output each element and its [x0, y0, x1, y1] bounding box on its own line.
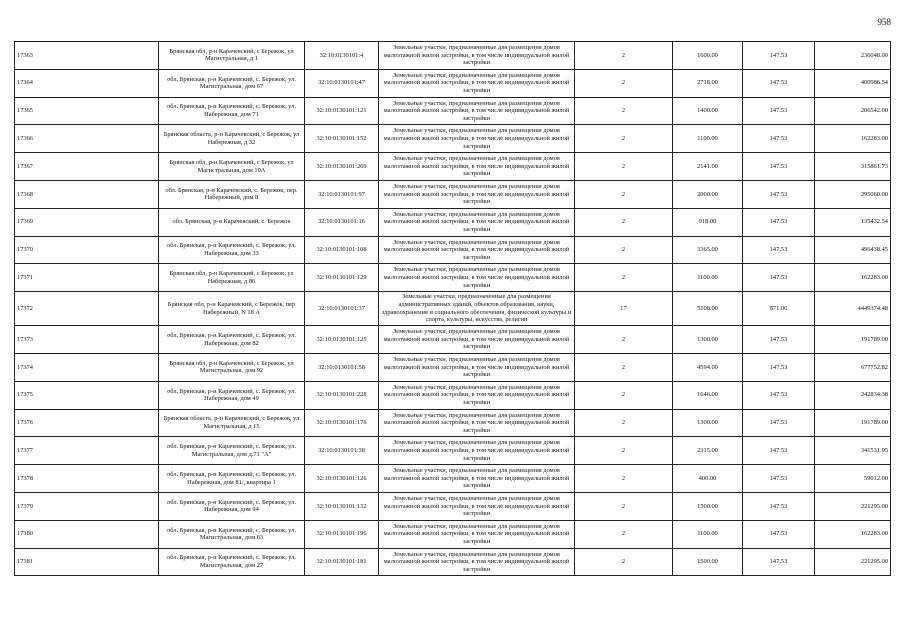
specific-value-cell: 147.53 — [743, 264, 815, 292]
cadastral-value-cell: 496438.45 — [815, 236, 891, 264]
specific-value-cell: 147.53 — [743, 97, 815, 125]
area-cell: 1500.00 — [673, 492, 743, 520]
cadastral-value-cell: 191789.00 — [815, 409, 891, 437]
table-row — [15, 236, 891, 264]
area-cell: 2315.00 — [673, 437, 743, 465]
specific-value-cell: 147.53 — [743, 326, 815, 354]
row-number: 17365 — [15, 97, 159, 125]
category-code-cell: 2 — [575, 409, 673, 437]
area-cell: 2141.00 — [673, 153, 743, 181]
permitted-use-cell: Земельные участки, предназначенные для размещения домов малоэтажной жилой застройки, в том числе индивидуальной жилой застройки — [379, 548, 575, 576]
cadastral-number-cell: 32:10:0130101:125 — [305, 326, 379, 354]
permitted-use-cell: Земельные участки, предназначенные для размещения домов малоэтажной жилой застройки, в том числе индивидуальной жилой застройки — [379, 437, 575, 465]
address-cell: обл. Брянская, р-н Карачевский, с. Бережок — [159, 208, 305, 236]
category-code-cell: 2 — [575, 69, 673, 97]
row-number: 17374 — [15, 353, 159, 381]
specific-value-cell: 147.53 — [743, 492, 815, 520]
row-number: 17363 — [15, 42, 159, 70]
table-row — [15, 208, 891, 236]
cadastral-number-cell: 32:10:0130101:47 — [305, 69, 379, 97]
cadastral-number-cell: 32:10:0130101:121 — [305, 97, 379, 125]
permitted-use-cell: Земельные участки, предназначенные для размещения домов малоэтажной жилой застройки, в том числе индивидуальной жилой застройки — [379, 492, 575, 520]
category-code-cell: 2 — [575, 264, 673, 292]
permitted-use-cell: Земельные участки, предназначенные для размещения домов малоэтажной жилой застройки, в том числе индивидуальной жилой застройки — [379, 69, 575, 97]
category-code-cell: 2 — [575, 548, 673, 576]
address-cell: Брянская обл, р-н Карачевский, с Бережок, ул Магистральная, дом 10А — [159, 153, 305, 181]
table-row — [15, 292, 891, 326]
row-number: 17378 — [15, 465, 159, 493]
area-cell: 1500.00 — [673, 548, 743, 576]
permitted-use-cell: Земельные участки, предназначенные для размещения домов малоэтажной жилой застройки, в том числе индивидуальной жилой застройки — [379, 381, 575, 409]
table-row — [15, 548, 891, 576]
cadastral-number-cell: 32:10:0130101:4 — [305, 42, 379, 70]
specific-value-cell: 147.53 — [743, 409, 815, 437]
area-cell: 1100.00 — [673, 125, 743, 153]
cadastral-value-cell: 221295.00 — [815, 548, 891, 576]
address-cell: обл. Брянская, р-н Карачевский, с. Бережок, ул. Магистральная, дом 67 — [159, 69, 305, 97]
cadastral-number-cell: 32:10:0130101:132 — [305, 492, 379, 520]
row-number: 17370 — [15, 236, 159, 264]
cadastral-number-cell: 32:10:0130101:16 — [305, 208, 379, 236]
table-row — [15, 520, 891, 548]
cadastral-value-cell: 162283.00 — [815, 125, 891, 153]
cadastral-value-cell: 315861.73 — [815, 153, 891, 181]
table-row — [15, 353, 891, 381]
cadastral-number-cell: 32:10:0130101:108 — [305, 236, 379, 264]
category-code-cell: 2 — [575, 381, 673, 409]
cadastral-number-cell: 32:10:0130101:126 — [305, 465, 379, 493]
permitted-use-cell: Земельные участки, предназначенные для размещения домов малоэтажной жилой застройки, в том числе индивидуальной жилой застройки — [379, 153, 575, 181]
row-number: 17369 — [15, 208, 159, 236]
specific-value-cell: 147.53 — [743, 437, 815, 465]
cadastral-value-cell: 242834.38 — [815, 381, 891, 409]
cadastral-value-cell: 59012.00 — [815, 465, 891, 493]
table-row — [15, 409, 891, 437]
specific-value-cell: 147.53 — [743, 353, 815, 381]
area-cell: 1400.00 — [673, 97, 743, 125]
category-code-cell: 2 — [575, 465, 673, 493]
cadastral-number-cell: 32:10:0130101:176 — [305, 409, 379, 437]
area-cell: 4594.00 — [673, 353, 743, 381]
table-row — [15, 326, 891, 354]
table-row — [15, 381, 891, 409]
page-number: 958 — [877, 17, 891, 27]
permitted-use-cell: Земельные участки, предназначенные для размещения домов малоэтажной жилой застройки, в том числе индивидуальной жилой застройки — [379, 465, 575, 493]
specific-value-cell: 147.53 — [743, 42, 815, 70]
cadastral-number-cell: 32:10:0130101:37 — [305, 292, 379, 326]
row-number: 17368 — [15, 180, 159, 208]
table-row — [15, 465, 891, 493]
area-cell: 5108.00 — [673, 292, 743, 326]
cadastral-value-cell: 206542.00 — [815, 97, 891, 125]
specific-value-cell: 147.53 — [743, 153, 815, 181]
category-code-cell: 2 — [575, 125, 673, 153]
row-number: 17376 — [15, 409, 159, 437]
area-cell: 3365.00 — [673, 236, 743, 264]
category-code-cell: 2 — [575, 437, 673, 465]
area-cell: 1100.00 — [673, 520, 743, 548]
specific-value-cell: 147.53 — [743, 465, 815, 493]
specific-value-cell: 147.53 — [743, 180, 815, 208]
table-row — [15, 69, 891, 97]
address-cell: обл. Брянская, р-н Карачевский, с. Бережок, ул. Магистральная, дом 27 — [159, 548, 305, 576]
category-code-cell: 2 — [575, 326, 673, 354]
specific-value-cell: 147.53 — [743, 208, 815, 236]
cadastral-number-cell: 32:10:0130101:97 — [305, 180, 379, 208]
permitted-use-cell: Земельные участки, предназначенные для размещения домов малоэтажной жилой застройки, в том числе индивидуальной жилой застройки — [379, 236, 575, 264]
land-plot-table — [14, 41, 891, 576]
table-row — [15, 153, 891, 181]
area-cell: 1600.00 — [673, 42, 743, 70]
address-cell: обл. Брянская, р-н Карачевский, с. Бережок, ул. Набережная, дом 94 — [159, 492, 305, 520]
row-number: 17367 — [15, 153, 159, 181]
row-number: 17364 — [15, 69, 159, 97]
row-number: 17377 — [15, 437, 159, 465]
cadastral-value-cell: 677752.82 — [815, 353, 891, 381]
category-code-cell: 2 — [575, 236, 673, 264]
cadastral-value-cell: 236048.00 — [815, 42, 891, 70]
address-cell: обл. Брянская, р-н Карачевский, с. Бережок, ул. Набережная, дом 71 — [159, 97, 305, 125]
category-code-cell: 2 — [575, 520, 673, 548]
row-number: 17366 — [15, 125, 159, 153]
permitted-use-cell: Земельные участки, предназначенные для размещения административных зданий, объектов образования, науки, здравоохранения и социального обеспечения, физической культуры и спорта, культуры, искусства, религии — [379, 292, 575, 326]
cadastral-value-cell: 162283.00 — [815, 264, 891, 292]
cadastral-value-cell: 341531.95 — [815, 437, 891, 465]
cadastral-number-cell: 32:10:0130101:152 — [305, 125, 379, 153]
cadastral-value-cell: 221295.00 — [815, 492, 891, 520]
cadastral-value-cell: 135432.54 — [815, 208, 891, 236]
area-cell: 1646.00 — [673, 381, 743, 409]
address-cell: Брянская область, р-н Карачевский, с Бережок, ул Магистральная, д 15 — [159, 409, 305, 437]
cadastral-number-cell: 32:10:0130101:38 — [305, 437, 379, 465]
address-cell: обл. Брянская, р-н Карачевский, с. Бережок, ул. Набережная, дом 82 — [159, 326, 305, 354]
address-cell: обл. Брянская, р-н Карачевский, с. Бережок, ул. Магистральная, дом 63 — [159, 520, 305, 548]
area-cell: 1300.00 — [673, 326, 743, 354]
category-code-cell: 2 — [575, 180, 673, 208]
permitted-use-cell: Земельные участки, предназначенные для размещения домов малоэтажной жилой застройки, в том числе индивидуальной жилой застройки — [379, 520, 575, 548]
category-code-cell: 2 — [575, 353, 673, 381]
address-cell: обл. Брянская, р-н Карачевский, с. Бережок, ул. Набережная, дом 33 — [159, 236, 305, 264]
cadastral-value-cell: 295060.00 — [815, 180, 891, 208]
permitted-use-cell: Земельные участки, предназначенные для размещения домов малоэтажной жилой застройки, в том числе индивидуальной жилой застройки — [379, 353, 575, 381]
table-row — [15, 180, 891, 208]
address-cell: Брянская обл, р-н Карачевский, с Бережок, пер Набережный, N 18 А — [159, 292, 305, 326]
row-number: 17380 — [15, 520, 159, 548]
cadastral-number-cell: 32:10:0130101:129 — [305, 264, 379, 292]
permitted-use-cell: Земельные участки, предназначенные для размещения домов малоэтажной жилой застройки, в том числе индивидуальной жилой застройки — [379, 97, 575, 125]
category-code-cell: 2 — [575, 153, 673, 181]
area-cell: 1100.00 — [673, 264, 743, 292]
table-row — [15, 264, 891, 292]
area-cell: 1300.00 — [673, 409, 743, 437]
row-number: 17372 — [15, 292, 159, 326]
specific-value-cell: 147.53 — [743, 381, 815, 409]
table-body — [15, 42, 891, 576]
row-number: 17373 — [15, 326, 159, 354]
specific-value-cell: 147.53 — [743, 125, 815, 153]
permitted-use-cell: Земельные участки, предназначенные для размещения домов малоэтажной жилой застройки, в том числе индивидуальной жилой застройки — [379, 264, 575, 292]
cadastral-value-cell: 191789.00 — [815, 326, 891, 354]
address-cell: Брянская область, р-н Карачевский, с Бережок, ул Набережная, д 32 — [159, 125, 305, 153]
row-number: 17375 — [15, 381, 159, 409]
address-cell: Брянская обл, р-н Карачевский, с Бережок, ул Магистральная, д 1 — [159, 42, 305, 70]
address-cell: Брянская обл, р-н Карачевский, с Бережок, ул Набережная, д 86 — [159, 264, 305, 292]
row-number: 17379 — [15, 492, 159, 520]
category-code-cell: 17 — [575, 292, 673, 326]
specific-value-cell: 147.53 — [743, 548, 815, 576]
permitted-use-cell: Земельные участки, предназначенные для размещения домов малоэтажной жилой застройки, в том числе индивидуальной жилой застройки — [379, 125, 575, 153]
row-number: 17381 — [15, 548, 159, 576]
category-code-cell: 2 — [575, 208, 673, 236]
table-row — [15, 42, 891, 70]
address-cell: обл. Брянская, р-н Карачевский, с. Бережок, пер. Набережный, дом 8 — [159, 180, 305, 208]
permitted-use-cell: Земельные участки, предназначенные для размещения домов малоэтажной жилой застройки, в том числе индивидуальной жилой застройки — [379, 42, 575, 70]
area-cell: 2718.00 — [673, 69, 743, 97]
cadastral-number-cell: 32:10:0130101:228 — [305, 381, 379, 409]
cadastral-value-cell: 400986.54 — [815, 69, 891, 97]
cadastral-number-cell: 32:10:0130101:269 — [305, 153, 379, 181]
cadastral-value-cell: 162283.00 — [815, 520, 891, 548]
cadastral-number-cell: 32:10:0130101:196 — [305, 520, 379, 548]
area-cell: 918.00 — [673, 208, 743, 236]
address-cell: обл. Брянская, р-н Карачевский, с. Бережок, ул. Магистральная, дом д.71 "А" — [159, 437, 305, 465]
specific-value-cell: 147.53 — [743, 520, 815, 548]
row-number: 17371 — [15, 264, 159, 292]
permitted-use-cell: Земельные участки, предназначенные для размещения домов малоэтажной жилой застройки, в том числе индивидуальной жилой застройки — [379, 180, 575, 208]
specific-value-cell: 871.06 — [743, 292, 815, 326]
category-code-cell: 2 — [575, 492, 673, 520]
specific-value-cell: 147.53 — [743, 236, 815, 264]
category-code-cell: 2 — [575, 97, 673, 125]
area-cell: 400.00 — [673, 465, 743, 493]
category-code-cell: 2 — [575, 42, 673, 70]
address-cell: обл. Брянская, р-н Карачевский, с. Бережок, ул. Набережная, дом 81/, квартира 1 — [159, 465, 305, 493]
table-row — [15, 125, 891, 153]
area-cell: 2000.00 — [673, 180, 743, 208]
table-row — [15, 97, 891, 125]
cadastral-number-cell: 32:10:0130101:181 — [305, 548, 379, 576]
table-row — [15, 492, 891, 520]
cadastral-number-cell: 32:10:0130101:58 — [305, 353, 379, 381]
table-row — [15, 437, 891, 465]
cadastral-value-cell: 4449374.48 — [815, 292, 891, 326]
permitted-use-cell: Земельные участки, предназначенные для размещения домов малоэтажной жилой застройки, в том числе индивидуальной жилой застройки — [379, 409, 575, 437]
permitted-use-cell: Земельные участки, предназначенные для размещения домов малоэтажной жилой застройки, в том числе индивидуальной жилой застройки — [379, 326, 575, 354]
address-cell: Брянская обл, р-н Карачевский, с Бережок, ул Магистральная, дом 92 — [159, 353, 305, 381]
permitted-use-cell: Земельные участки, предназначенные для размещения домов малоэтажной жилой застройки, в том числе индивидуальной жилой застройки — [379, 208, 575, 236]
specific-value-cell: 147.53 — [743, 69, 815, 97]
address-cell: обл. Брянская, р-н Карачевский, с. Бережок, ул. Набережная, дом 49 — [159, 381, 305, 409]
